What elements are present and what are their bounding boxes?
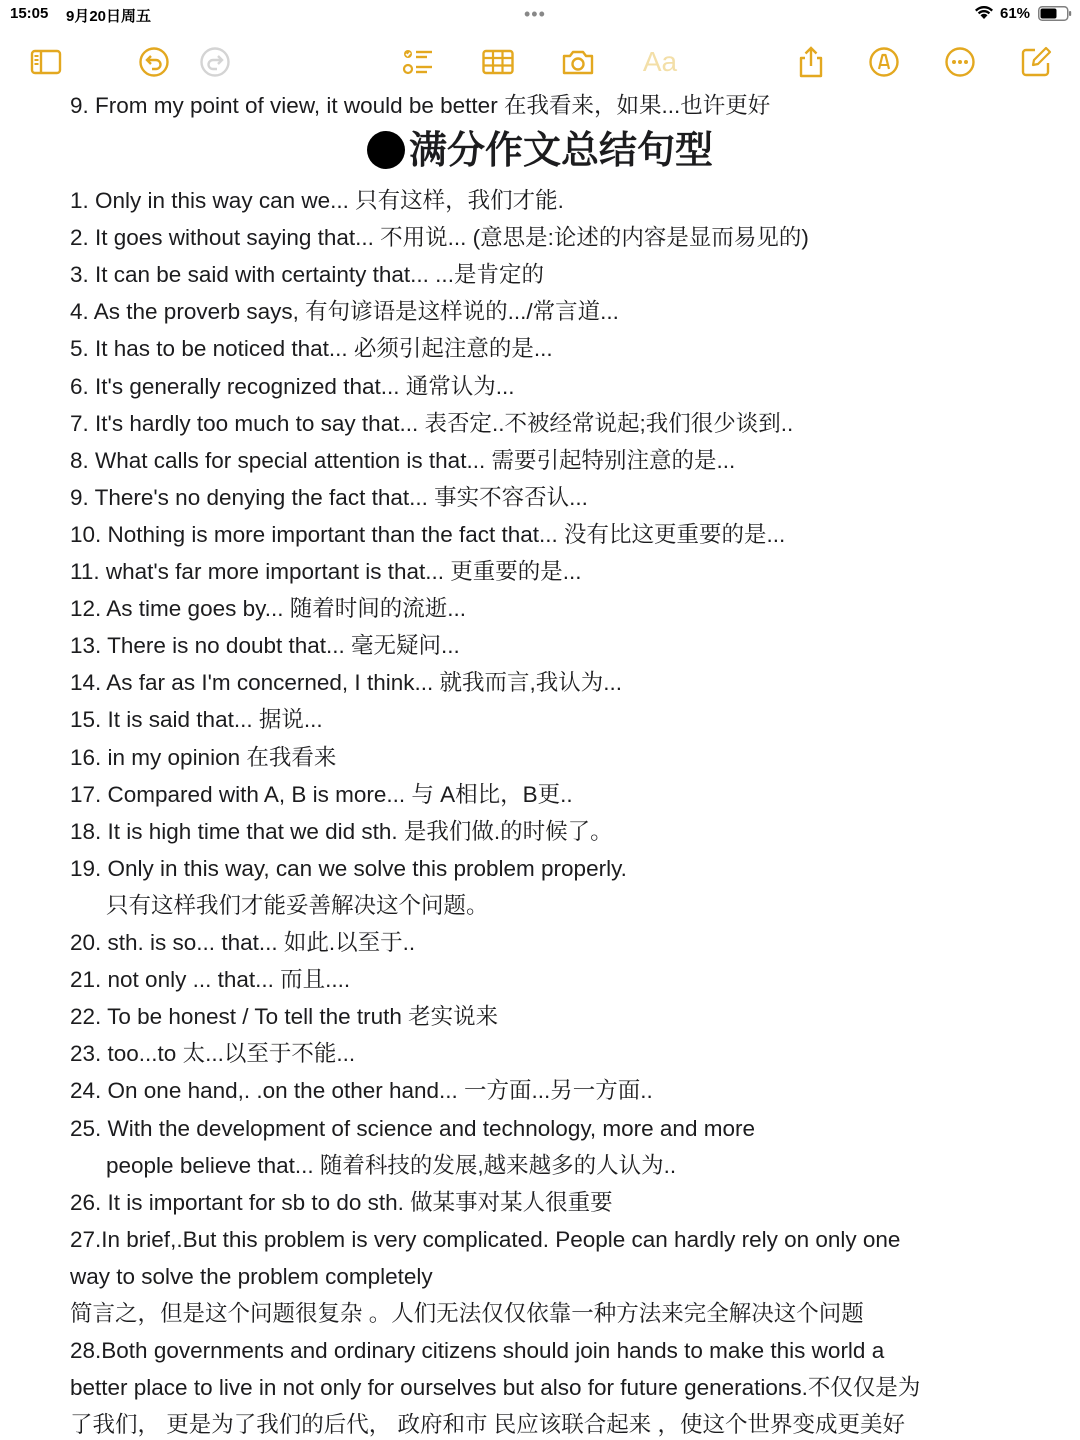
multitasking-dots-icon[interactable]: ••• [524, 4, 546, 24]
note-line: way to solve the problem completely [70, 1263, 433, 1289]
note-line: 24. On one hand,. .on the other hand... 一方面...另一方面.. [70, 1078, 653, 1104]
note-line: 2. It goes without saying that... 不用说... (意思是:论述的内容是显而易见的) [70, 225, 809, 251]
note-line: 15. It is said that... 据说... [70, 707, 323, 733]
black-circle-icon [367, 131, 405, 169]
note-line: 6. It's generally recognized that... 通常认为... [70, 373, 515, 399]
note-line: better place to live in not only for ourselves but also for future generations.不仅仅是为 [70, 1375, 921, 1401]
note-line: 4. As the proverb says, 有句谚语是这样说的.../常言道... [70, 299, 619, 325]
status-time: 15:05 [10, 5, 49, 22]
redo-icon[interactable] [195, 42, 235, 82]
note-line: 14. As far as I'm concerned, I think... 就我而言,我认为... [70, 670, 622, 696]
note-line: 5. It has to be noticed that... 必须引起注意的是... [70, 336, 553, 362]
note-line: 18. It is high time that we did sth. 是我们做.的时候了。 [70, 818, 613, 844]
note-line: 21. not only ... that... 而且.... [70, 967, 351, 993]
note-line: 10. Nothing is more important than the fact that... 没有比这更重要的是... [70, 521, 786, 547]
note-line: 19. Only in this way, can we solve this problem properly. [70, 855, 627, 881]
note-line: 12. As time goes by... 随着时间的流逝... [70, 596, 466, 622]
camera-icon[interactable] [558, 42, 598, 82]
notes-toolbar [0, 38, 1080, 86]
note-line: 20. sth. is so... that... 如此.以至于.. [70, 930, 416, 955]
note-line: 7. It's hardly too much to say that... 表否定..不被经常说起;我们很少谈到.. [70, 410, 794, 436]
note-line: 17. Compared with A, B is more... 与 A相比，B更.. [70, 781, 573, 807]
note-line: 23. too...to 太...以至于不能... [70, 1041, 356, 1067]
note-line: 13. There is no doubt that... 毫无疑问... [70, 633, 460, 659]
note-heading [0, 124, 1080, 176]
note-line: 1. Only in this way can we... 只有这样，我们才能. [70, 188, 564, 213]
note-line: 简言之，但是这个问题很复杂 。人们无法仅仅依靠一种方法来完全解决这个问题 [70, 1301, 864, 1326]
note-line: people believe that... 随着科技的发展,越来越多的人认为.. [106, 1152, 677, 1178]
note-line: 22. To be honest / To tell the truth 老实说来 [70, 1004, 499, 1030]
format-text-label: Aa [642, 46, 678, 77]
note-line: 28.Both governments and ordinary citizens should join hands to make this world a [70, 1338, 885, 1364]
note-line: 了我们， 更是为了我们的后代， 政府和市 民应该联合起来 ，使这个世界变成更美好 [70, 1412, 906, 1438]
note-line: 25. With the development of science and technology, more and more [70, 1115, 755, 1141]
status-date: 9月20日周五 [66, 8, 152, 25]
note-line: 16. in my opinion 在我看来 [70, 744, 337, 770]
note-line: 26. It is important for sb to do sth. 做某事对某人很重要 [70, 1189, 613, 1215]
more-icon[interactable] [940, 42, 980, 82]
status-bar [0, 0, 1080, 28]
note-line: 9. There's no denying the fact that... 事实不容否认... [70, 484, 588, 510]
note-heading-text: 满分作文总结句型 [408, 128, 713, 172]
note-line: 9. From my point of view, it would be better 在我看来，如果...也许更好 [70, 93, 771, 118]
note-line: 27.In brief,.But this problem is very complicated. People can hardly rely on only one [70, 1226, 901, 1252]
note-line: 3. It can be said with certainty that... ...是肯定的 [70, 262, 544, 288]
note-line: 只有这样我们才能妥善解决这个问题。 [106, 892, 489, 918]
wifi-icon [974, 6, 994, 20]
battery-icon [1038, 6, 1072, 21]
undo-icon[interactable] [134, 42, 174, 82]
note-line: 8. What calls for special attention is that... 需要引起特别注意的是... [70, 447, 736, 473]
format-text-icon[interactable] [640, 42, 680, 82]
markup-icon[interactable] [864, 42, 904, 82]
share-icon[interactable] [791, 42, 831, 82]
compose-icon[interactable] [1016, 42, 1056, 82]
battery-percentage: 61% [1000, 5, 1031, 22]
checklist-icon[interactable] [398, 42, 438, 82]
sidebar-icon[interactable] [26, 42, 66, 82]
table-icon[interactable] [478, 42, 518, 82]
note-line: 11. what's far more important is that... 更重要的是... [70, 559, 582, 584]
